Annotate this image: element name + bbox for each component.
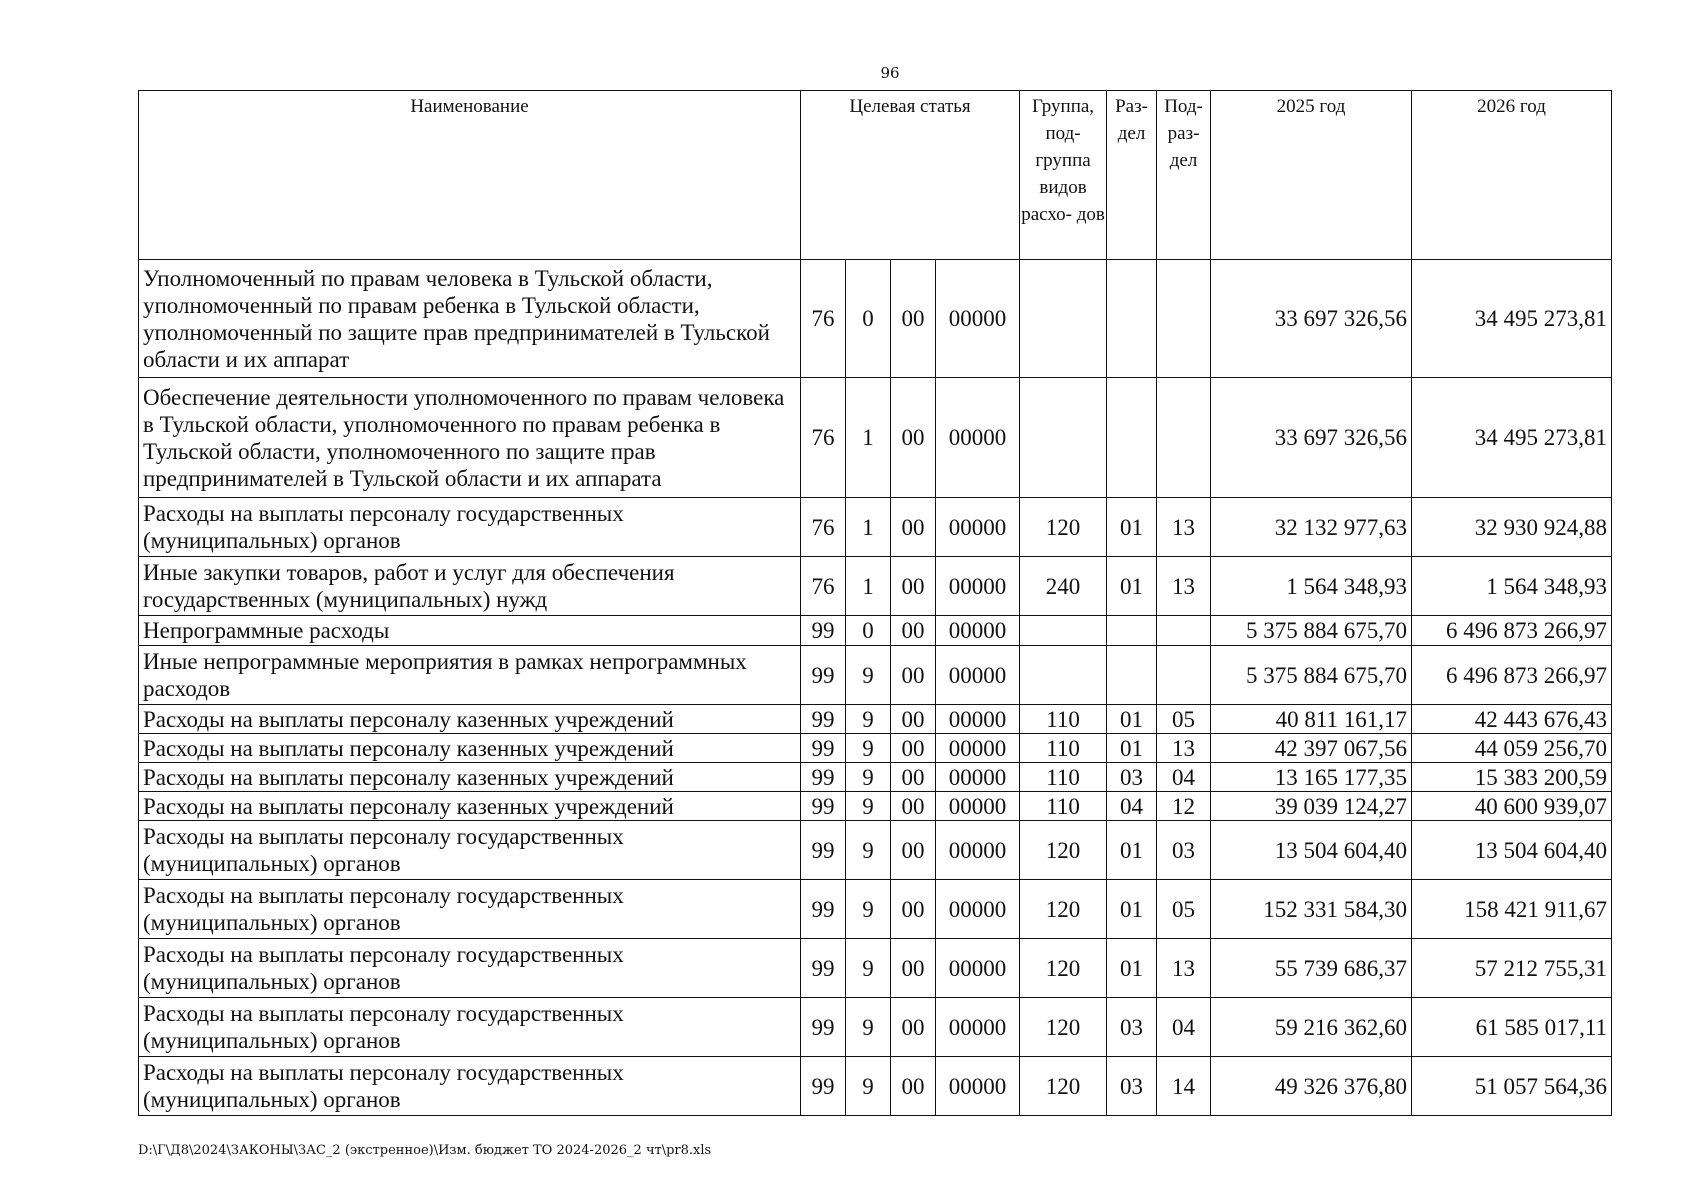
name-cell: Иные непрограммные мероприятия в рамках непрограммных расходов (139, 646, 801, 705)
subsection-cell: 13 (1157, 939, 1211, 998)
name-cell: Обеспечение деятельности уполномоченного по правам человека в Тульской области, уполномоченного по правам ребенка в Тульской области, уполномоченного по защите прав предпринимателей в Тульской области и их аппарата (139, 378, 801, 498)
target-code-2: 9 (846, 998, 891, 1057)
group-cell (1020, 378, 1107, 498)
target-code-1: 76 (801, 260, 846, 378)
amount-2026: 40 600 939,07 (1412, 792, 1612, 821)
header-section: Раз- дел (1107, 91, 1157, 260)
amount-2025: 39 039 124,27 (1211, 792, 1412, 821)
target-code-3: 00 (891, 821, 936, 880)
group-cell (1020, 260, 1107, 378)
subsection-cell: 05 (1157, 705, 1211, 734)
target-code-2: 9 (846, 939, 891, 998)
group-cell: 120 (1020, 821, 1107, 880)
target-code-2: 1 (846, 378, 891, 498)
target-code-1: 99 (801, 998, 846, 1057)
group-cell: 120 (1020, 880, 1107, 939)
footer-file-path: D:\Г\Д8\2024\ЗАКОНЫ\ЗАС_2 (экстренное)\Изм. бюджет ТО 2024-2026_2 чт\pr8.xls (138, 1143, 712, 1158)
name-cell: Уполномоченный по правам человека в Тульской области, уполномоченный по правам ребенка в Тульской области, уполномоченный по защите прав предпринимателей в Тульской области и их аппарат (139, 260, 801, 378)
subsection-cell (1157, 260, 1211, 378)
table-row (139, 939, 1612, 998)
amount-2026: 13 504 604,40 (1412, 821, 1612, 880)
amount-2025: 49 326 376,80 (1211, 1057, 1412, 1116)
target-code-4: 00000 (936, 1057, 1020, 1116)
amount-2026: 15 383 200,59 (1412, 763, 1612, 792)
target-code-1: 99 (801, 616, 846, 646)
amount-2025: 13 504 604,40 (1211, 821, 1412, 880)
subsection-cell: 04 (1157, 763, 1211, 792)
target-code-4: 00000 (936, 705, 1020, 734)
group-cell: 120 (1020, 1057, 1107, 1116)
table-row (139, 498, 1612, 557)
amount-2026: 34 495 273,81 (1412, 378, 1612, 498)
header-name: Наименование (139, 91, 801, 260)
target-code-1: 99 (801, 734, 846, 763)
target-code-3: 00 (891, 498, 936, 557)
page-number: 96 (880, 64, 900, 82)
target-code-2: 9 (846, 705, 891, 734)
name-cell: Расходы на выплаты персоналу государственных (муниципальных) органов (139, 498, 801, 557)
target-code-1: 99 (801, 705, 846, 734)
target-code-1: 99 (801, 763, 846, 792)
amount-2026: 6 496 873 266,97 (1412, 616, 1612, 646)
target-code-4: 00000 (936, 378, 1020, 498)
target-code-2: 9 (846, 792, 891, 821)
name-cell: Расходы на выплаты персоналу государственных (муниципальных) органов (139, 821, 801, 880)
group-cell: 110 (1020, 705, 1107, 734)
subsection-cell (1157, 378, 1211, 498)
amount-2025: 1 564 348,93 (1211, 557, 1412, 616)
target-code-1: 76 (801, 498, 846, 557)
target-code-4: 00000 (936, 557, 1020, 616)
target-code-3: 00 (891, 557, 936, 616)
section-cell: 04 (1107, 792, 1157, 821)
section-cell (1107, 646, 1157, 705)
name-cell: Расходы на выплаты персоналу казенных учреждений (139, 705, 801, 734)
target-code-3: 00 (891, 378, 936, 498)
group-cell (1020, 646, 1107, 705)
target-code-1: 99 (801, 646, 846, 705)
amount-2025: 33 697 326,56 (1211, 378, 1412, 498)
target-code-3: 00 (891, 1057, 936, 1116)
target-code-3: 00 (891, 260, 936, 378)
header-2026: 2026 год (1412, 91, 1612, 260)
target-code-2: 9 (846, 763, 891, 792)
subsection-cell: 13 (1157, 498, 1211, 557)
target-code-3: 00 (891, 705, 936, 734)
group-cell: 240 (1020, 557, 1107, 616)
section-cell: 01 (1107, 880, 1157, 939)
target-code-4: 00000 (936, 998, 1020, 1057)
table-row (139, 616, 1612, 646)
target-code-3: 00 (891, 792, 936, 821)
group-cell: 110 (1020, 734, 1107, 763)
target-code-2: 0 (846, 260, 891, 378)
amount-2026: 34 495 273,81 (1412, 260, 1612, 378)
table-row (139, 880, 1612, 939)
target-code-1: 99 (801, 1057, 846, 1116)
target-code-1: 99 (801, 880, 846, 939)
target-code-2: 1 (846, 498, 891, 557)
target-code-2: 9 (846, 734, 891, 763)
section-cell (1107, 616, 1157, 646)
target-code-2: 1 (846, 557, 891, 616)
target-code-4: 00000 (936, 646, 1020, 705)
target-code-2: 9 (846, 821, 891, 880)
target-code-3: 00 (891, 998, 936, 1057)
amount-2025: 42 397 067,56 (1211, 734, 1412, 763)
amount-2025: 5 375 884 675,70 (1211, 646, 1412, 705)
target-code-3: 00 (891, 880, 936, 939)
name-cell: Расходы на выплаты персоналу казенных учреждений (139, 763, 801, 792)
target-code-4: 00000 (936, 498, 1020, 557)
header-2025: 2025 год (1211, 91, 1412, 260)
section-cell: 03 (1107, 998, 1157, 1057)
group-cell (1020, 616, 1107, 646)
group-cell: 110 (1020, 792, 1107, 821)
amount-2025: 5 375 884 675,70 (1211, 616, 1412, 646)
section-cell: 01 (1107, 705, 1157, 734)
table-row (139, 792, 1612, 821)
target-code-2: 9 (846, 880, 891, 939)
amount-2025: 152 331 584,30 (1211, 880, 1412, 939)
table-row (139, 821, 1612, 880)
table-header-row (139, 91, 1612, 260)
amount-2026: 61 585 017,11 (1412, 998, 1612, 1057)
name-cell: Расходы на выплаты персоналу государственных (муниципальных) органов (139, 939, 801, 998)
subsection-cell: 14 (1157, 1057, 1211, 1116)
target-code-4: 00000 (936, 260, 1020, 378)
target-code-1: 99 (801, 821, 846, 880)
section-cell (1107, 260, 1157, 378)
target-code-2: 0 (846, 616, 891, 646)
amount-2026: 51 057 564,36 (1412, 1057, 1612, 1116)
name-cell: Непрограммные расходы (139, 616, 801, 646)
amount-2025: 32 132 977,63 (1211, 498, 1412, 557)
name-cell: Расходы на выплаты персоналу государственных (муниципальных) органов (139, 880, 801, 939)
budget-table (138, 90, 1612, 1116)
target-code-4: 00000 (936, 821, 1020, 880)
target-code-4: 00000 (936, 763, 1020, 792)
amount-2026: 42 443 676,43 (1412, 705, 1612, 734)
subsection-cell: 03 (1157, 821, 1211, 880)
amount-2025: 55 739 686,37 (1211, 939, 1412, 998)
subsection-cell (1157, 646, 1211, 705)
amount-2025: 59 216 362,60 (1211, 998, 1412, 1057)
amount-2026: 6 496 873 266,97 (1412, 646, 1612, 705)
table-row (139, 378, 1612, 498)
amount-2026: 57 212 755,31 (1412, 939, 1612, 998)
target-code-1: 99 (801, 792, 846, 821)
amount-2026: 1 564 348,93 (1412, 557, 1612, 616)
subsection-cell: 05 (1157, 880, 1211, 939)
subsection-cell: 12 (1157, 792, 1211, 821)
name-cell: Расходы на выплаты персоналу государственных (муниципальных) органов (139, 1057, 801, 1116)
target-code-4: 00000 (936, 792, 1020, 821)
amount-2026: 158 421 911,67 (1412, 880, 1612, 939)
table-body (139, 260, 1612, 1116)
amount-2026: 32 930 924,88 (1412, 498, 1612, 557)
target-code-3: 00 (891, 939, 936, 998)
target-code-2: 9 (846, 1057, 891, 1116)
name-cell: Расходы на выплаты персоналу государственных (муниципальных) органов (139, 998, 801, 1057)
section-cell (1107, 378, 1157, 498)
target-code-1: 76 (801, 378, 846, 498)
table-row (139, 705, 1612, 734)
table-row (139, 557, 1612, 616)
target-code-3: 00 (891, 734, 936, 763)
target-code-4: 00000 (936, 880, 1020, 939)
table-row (139, 646, 1612, 705)
target-code-4: 00000 (936, 616, 1020, 646)
amount-2025: 40 811 161,17 (1211, 705, 1412, 734)
header-target: Целевая статья (801, 91, 1020, 260)
target-code-3: 00 (891, 763, 936, 792)
table-row (139, 734, 1612, 763)
group-cell: 110 (1020, 763, 1107, 792)
target-code-1: 76 (801, 557, 846, 616)
section-cell: 01 (1107, 498, 1157, 557)
amount-2025: 33 697 326,56 (1211, 260, 1412, 378)
target-code-4: 00000 (936, 734, 1020, 763)
subsection-cell: 13 (1157, 734, 1211, 763)
section-cell: 01 (1107, 939, 1157, 998)
name-cell: Иные закупки товаров, работ и услуг для обеспечения государственных (муниципальных) нужд (139, 557, 801, 616)
group-cell: 120 (1020, 498, 1107, 557)
section-cell: 01 (1107, 821, 1157, 880)
table-row (139, 998, 1612, 1057)
table-row (139, 763, 1612, 792)
section-cell: 03 (1107, 1057, 1157, 1116)
target-code-1: 99 (801, 939, 846, 998)
group-cell: 120 (1020, 998, 1107, 1057)
table-row (139, 260, 1612, 378)
section-cell: 01 (1107, 557, 1157, 616)
subsection-cell: 13 (1157, 557, 1211, 616)
section-cell: 01 (1107, 734, 1157, 763)
target-code-3: 00 (891, 646, 936, 705)
header-group: Группа, под- группа видов расхо- дов (1020, 91, 1107, 260)
amount-2025: 13 165 177,35 (1211, 763, 1412, 792)
subsection-cell (1157, 616, 1211, 646)
subsection-cell: 04 (1157, 998, 1211, 1057)
header-subsection: Под- раз- дел (1157, 91, 1211, 260)
target-code-4: 00000 (936, 939, 1020, 998)
name-cell: Расходы на выплаты персоналу казенных учреждений (139, 734, 801, 763)
target-code-3: 00 (891, 616, 936, 646)
amount-2026: 44 059 256,70 (1412, 734, 1612, 763)
group-cell: 120 (1020, 939, 1107, 998)
section-cell: 03 (1107, 763, 1157, 792)
name-cell: Расходы на выплаты персоналу казенных учреждений (139, 792, 801, 821)
table-row (139, 1057, 1612, 1116)
target-code-2: 9 (846, 646, 891, 705)
